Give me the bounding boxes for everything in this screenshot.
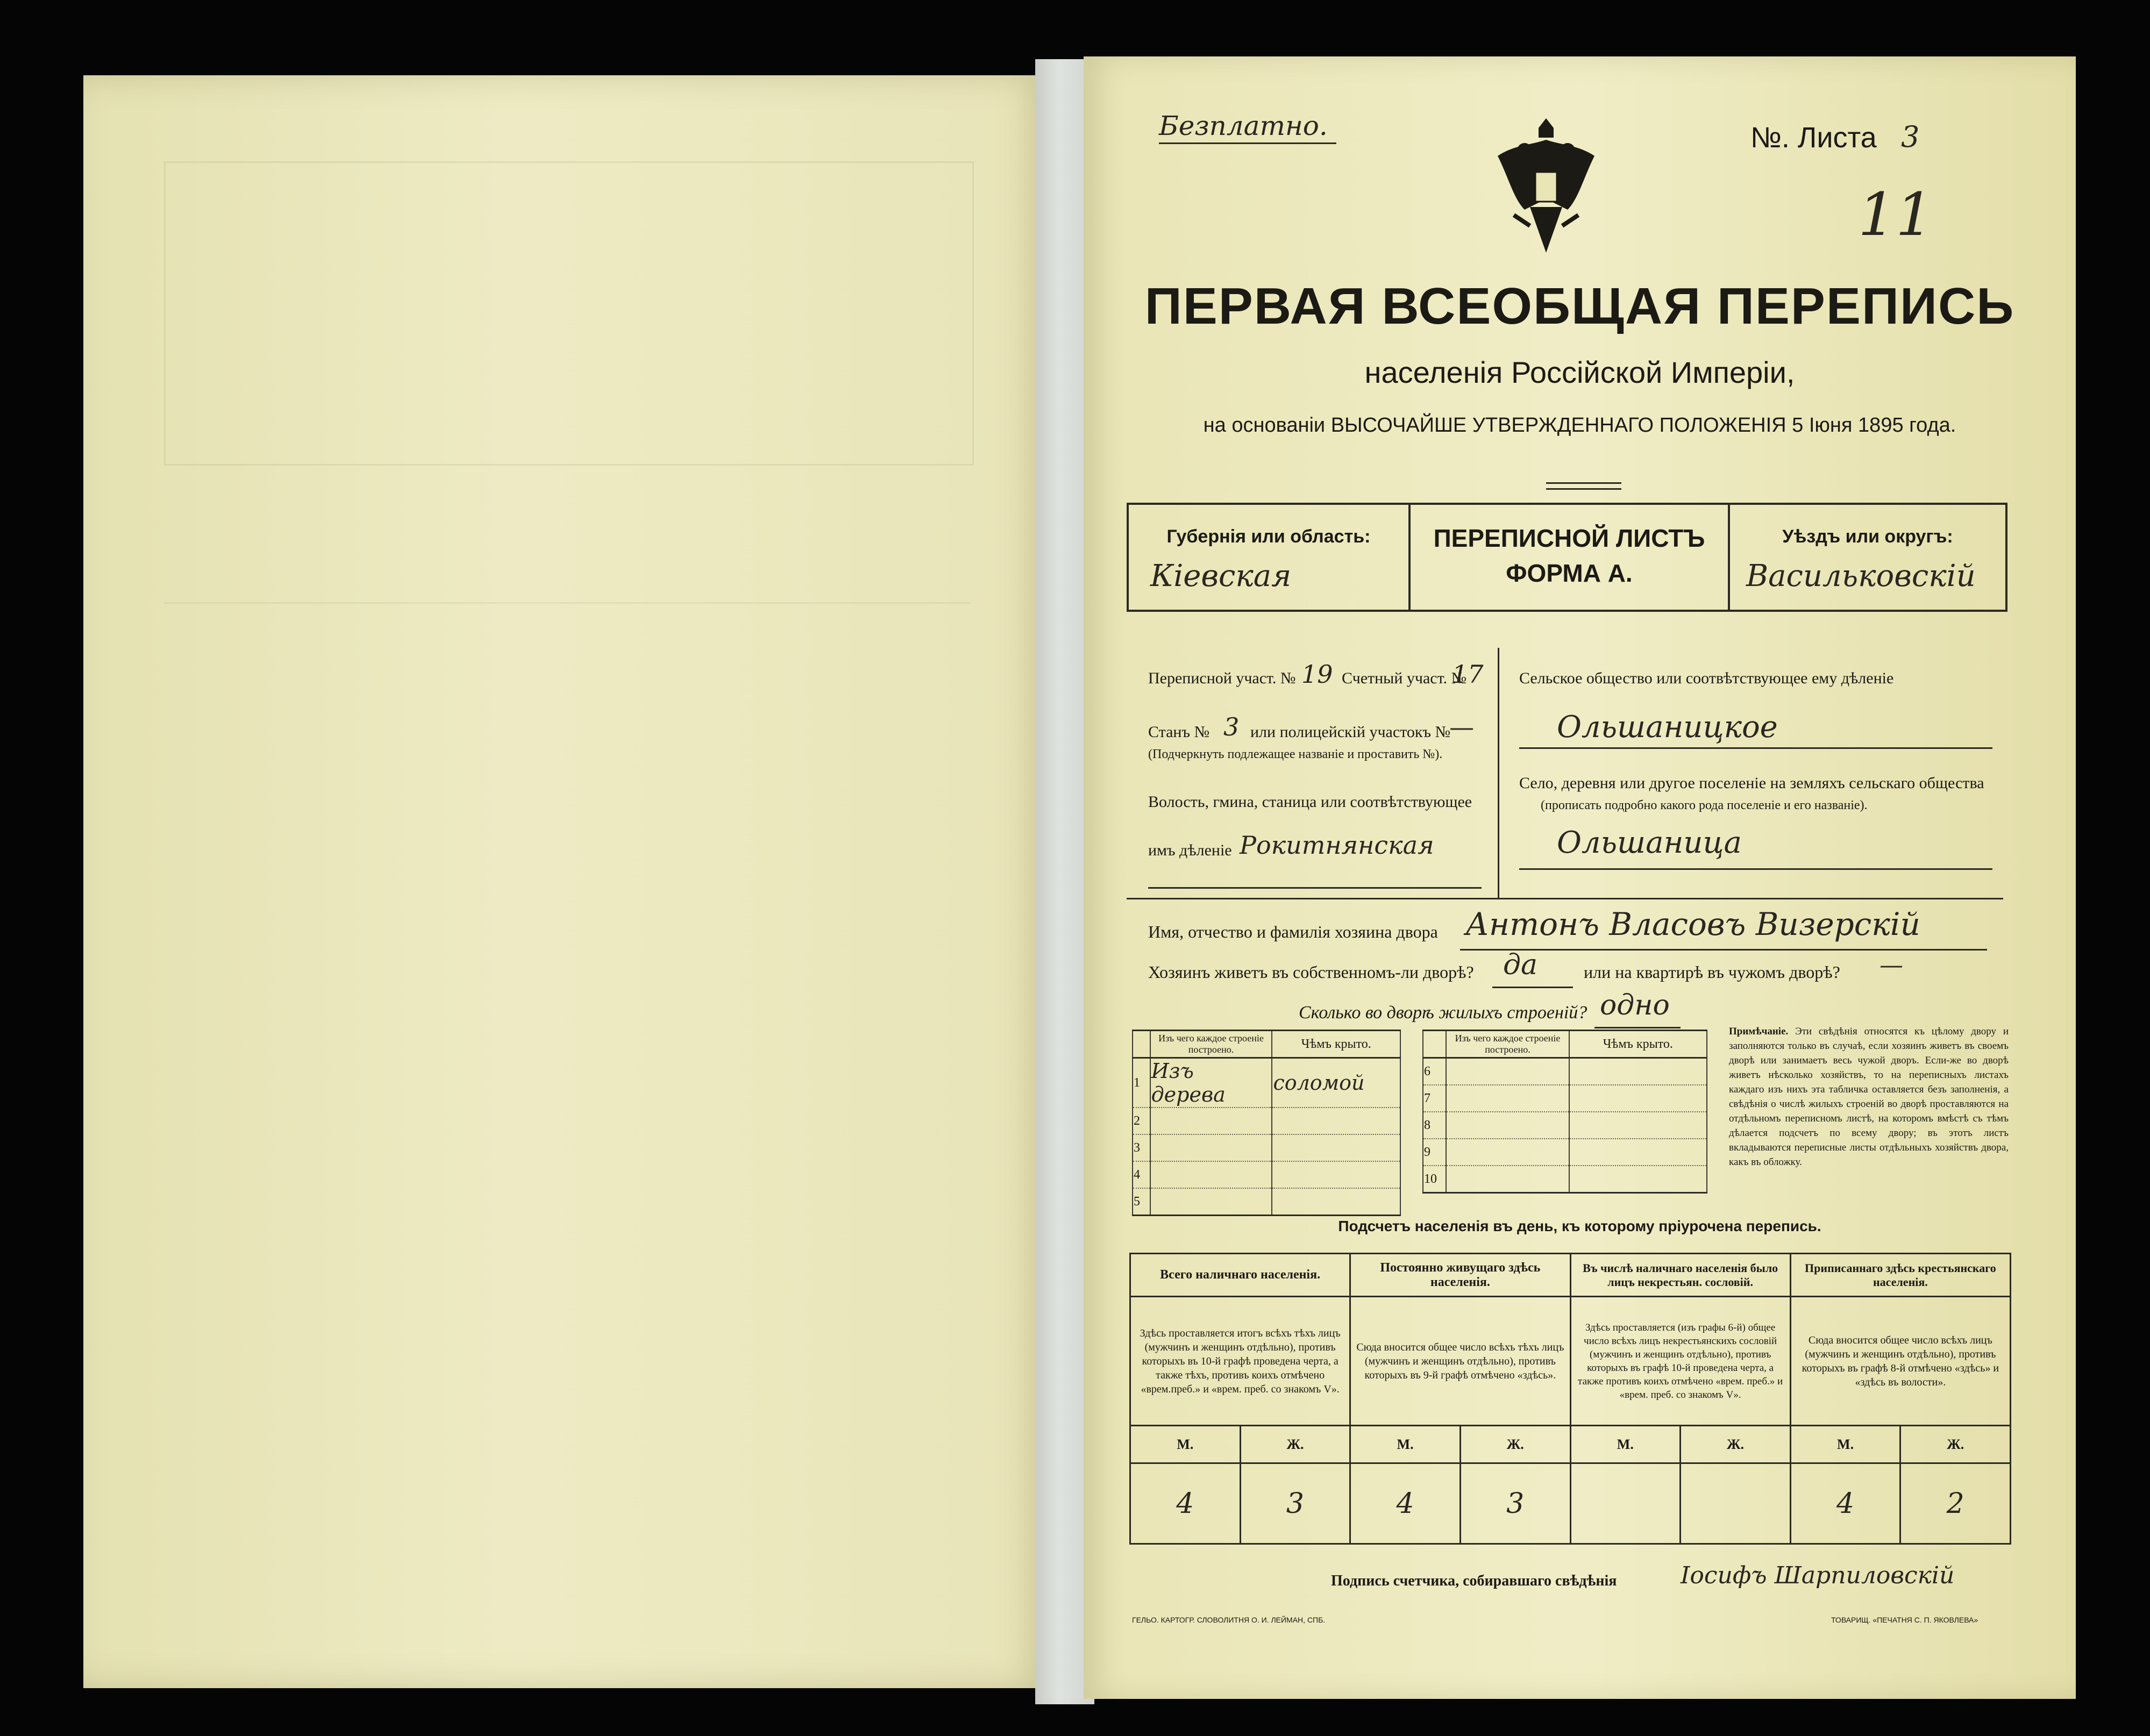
female-header: Ж. (1681, 1426, 1791, 1463)
building-row: 5 (1133, 1188, 1400, 1216)
police-value: — (1449, 712, 1474, 741)
pop-value: 4 (1350, 1463, 1461, 1544)
uezd-cell (1730, 505, 2005, 610)
police-label: или полицейскій участокъ № (1250, 723, 1451, 741)
main-title: ПЕРВАЯ ВСЕОБЩАЯ ПЕРЕПИСЬ (1144, 277, 2015, 335)
pop-col-title: Въ числѣ наличнаго населенія было лицъ некрестьян. сословій. (1570, 1254, 1790, 1297)
population-table (1129, 1253, 2011, 1545)
building-row: 2 (1133, 1108, 1400, 1134)
male-header: М. (1130, 1426, 1241, 1463)
rent-label: или на квартирѣ въ чужомъ дворѣ? (1584, 962, 1840, 982)
sheet-number: 3 (1901, 120, 1920, 154)
population-heading: Подсчетъ населенія въ день, къ которому пріурочена перепись. (1338, 1218, 1821, 1234)
pop-col-desc: Здѣсь проставляется (изъ графы 6-й) общее число всѣхъ лицъ некрестьянскихъ сословій (мужчинъ и женщинъ отдѣльно), противъ которыхъ въ графѣ 10-й проведена черта, а также противъ коихъ отмѣчено «врем. преб.» и «врем. преб. со знакомъ V». (1570, 1297, 1790, 1426)
building-row: 8 (1423, 1112, 1707, 1139)
buildings-value: одно (1600, 989, 1670, 1021)
printer-left: ГЕЛЬО. КАРТОГР. СЛОВОЛИТНЯ О. И. ЛЕЙМАН, СПБ. (1132, 1616, 1326, 1624)
free-label: Безплатно. (1159, 110, 1328, 141)
society-value: Ольшаницкое (1557, 710, 1778, 745)
uezd-label: Уѣздъ или округъ: (1782, 526, 1953, 547)
gubernia-cell (1129, 505, 1411, 610)
ornament-divider (1546, 482, 1621, 490)
pop-col-title: Всего наличнаго населенія. (1130, 1254, 1350, 1297)
district-divider (1498, 648, 1499, 898)
pop-value: 3 (1460, 1463, 1570, 1544)
double-headed-eagle-icon (1492, 113, 1600, 258)
buildings-table-left (1132, 1030, 1401, 1216)
female-header: Ж. (1460, 1426, 1570, 1463)
pop-col-desc: Сюда вносится общее число всѣхъ лицъ (мужчинъ и женщинъ отдѣльно), противъ которыхъ въ графѣ 8-й отмѣчено «здѣсь» и «здѣсь въ волости». (1790, 1297, 2010, 1426)
gubernia-value: Кіевская (1150, 559, 1292, 594)
form-header-box (1127, 503, 2007, 612)
free-underline (1159, 142, 1336, 144)
col-roof-header: Чѣмъ крыто. (1272, 1031, 1400, 1058)
pop-col-title: Приписаннаго здѣсь крестьянскаго населенія. (1790, 1254, 2010, 1297)
bleed-through-lines (164, 462, 971, 604)
settlement-note: (прописать подробно какого рода поселеніе и его названіе). (1541, 798, 1868, 812)
counting-district-label: Счетный участ. № (1342, 669, 1467, 687)
archive-number: 11 (1858, 180, 1933, 249)
left-page (83, 75, 1046, 1688)
stan-value: 3 (1223, 712, 1240, 741)
census-form-page (1084, 56, 2076, 1699)
sheet-label: №. Листа (1750, 122, 1877, 154)
form-type: ФОРМА А. (1506, 559, 1633, 587)
note-text: Эти свѣдѣнія относятся къ цѣлому двору и заполняются только въ случаѣ, если хозяинъ живетъ въ своемъ дворѣ или занимаетъ весь чужой дворъ. Если-же во дворѣ живетъ нѣсколько хозяйствъ, то на переписныхъ листахъ каждаго изъ нихъ эта табличка оставляется безъ заполненія, а свѣдѣнія о числѣ жилыхъ строеній во дворѣ проставляются на отдѣльномъ переписномъ листѣ, на которомъ вмѣстѣ съ тѣмъ дѣлается подсчетъ по всему двору; въ этотъ листъ вкладываются переписные листы отдѣльныхъ хозяйствъ двора, какъ въ обложку. (1729, 1026, 2009, 1168)
col-roof-header: Чѣмъ крыто. (1569, 1031, 1707, 1058)
note-title: Примѣчаніе. (1729, 1026, 1789, 1037)
building-row: 10 (1423, 1166, 1707, 1193)
building-row: 9 (1423, 1139, 1707, 1166)
volost-value: Рокитнянская (1240, 831, 1434, 860)
male-header: М. (1350, 1426, 1461, 1463)
volost-underline (1148, 887, 1482, 889)
pop-col-title: Постоянно живущаго здѣсь населенія. (1350, 1254, 1570, 1297)
pop-value: 4 (1130, 1463, 1241, 1544)
census-district-value: 19 (1301, 660, 1333, 689)
settlement-underline (1519, 868, 1992, 870)
female-header: Ж. (1900, 1426, 2011, 1463)
volost-label: Волость, гмина, станица или соотвѣтствующее (1148, 793, 1472, 811)
note-block (1729, 1024, 2009, 1169)
male-header: М. (1570, 1426, 1681, 1463)
uezd-value: Васильковскій (1746, 559, 1976, 594)
building-row: 6 (1423, 1058, 1707, 1085)
building-row: 4 (1133, 1161, 1400, 1188)
building-row: 7 (1423, 1085, 1707, 1112)
underline-note: (Подчеркнуть подлежащее названіе и проставить №). (1148, 747, 1443, 761)
pop-value: 3 (1240, 1463, 1350, 1544)
stan-label: Станъ № (1148, 723, 1210, 741)
buildings-underline (1594, 1027, 1681, 1028)
district-block (1127, 648, 2003, 898)
form-title: ПЕРЕПИСНОЙ ЛИСТЪ (1433, 524, 1705, 552)
buildings-table-right (1422, 1030, 1707, 1194)
rent-value: — (1880, 952, 1903, 979)
basis-text: на основаніи ВЫСОЧАЙШЕ УТВЕРЖДЕННАГО ПОЛОЖЕНІЯ 5 Іюня 1895 года. (1203, 414, 1956, 437)
signature-label: Подпись счетчика, собиравшаго свѣдѣнія (1331, 1573, 1617, 1589)
owner-underline (1460, 949, 1987, 951)
counting-district-value: 17 (1452, 660, 1484, 689)
pop-value (1570, 1463, 1681, 1544)
own-yard-underline (1492, 987, 1573, 988)
settlement-value: Ольшаница (1557, 825, 1742, 860)
printer-right: ТОВАРИЩ. «ПЕЧАТНЯ С. П. ЯКОВЛЕВА» (1831, 1616, 1978, 1624)
col-built-header: Изъ чего каждое строеніе построено. (1446, 1031, 1569, 1058)
subtitle: населенія Россійской Имперіи, (1364, 355, 1795, 389)
building-row: 3 (1133, 1134, 1400, 1161)
pop-value: 4 (1790, 1463, 1900, 1544)
own-yard-value: да (1503, 949, 1537, 981)
own-yard-label: Хозяинъ живетъ въ собственномъ-ли дворѣ? (1148, 962, 1474, 982)
owner-label: Имя, отчество и фамилія хозяина двора (1148, 922, 1438, 941)
male-header: М. (1790, 1426, 1900, 1463)
pop-col-desc: Сюда вносится общее число всѣхъ тѣхъ лицъ (мужчинъ и женщинъ отдѣльно), противъ которыхъ въ 9-й графѣ отмѣчено «здѣсь». (1350, 1297, 1570, 1426)
col-built-header: Изъ чего каждое строеніе построено. (1150, 1031, 1272, 1058)
bleed-through-area (164, 161, 974, 466)
volost-label-2: имъ дѣленіе (1148, 841, 1232, 859)
building-row: 1 Изъ дерева соломой (1133, 1058, 1400, 1108)
signature-value: Іосифъ Шарпиловскій (1681, 1562, 1955, 1589)
buildings-label: Сколько во дворѣ жилыхъ строеній? (1299, 1003, 1587, 1023)
settlement-label: Село, деревня или другое поселеніе на земляхъ сельскаго общества (1519, 774, 1984, 792)
census-district-label: Переписной участ. № (1148, 669, 1296, 687)
form-title-cell (1411, 505, 1730, 610)
owner-value: Антонъ Власовъ Визерскій (1465, 906, 1920, 942)
society-label: Сельское общество или соотвѣтствующее ему дѣленіе (1519, 669, 1894, 687)
gubernia-label: Губернія или область: (1166, 526, 1371, 547)
pop-col-desc: Здѣсь проставляется итогъ всѣхъ тѣхъ лицъ (мужчинъ и женщинъ отдѣльно), противъ которыхъ въ 10-й графѣ проведена черта, а также тѣхъ, противъ коихъ отмѣчено «врем.преб.» и «врем. преб. со знакомъ V». (1130, 1297, 1350, 1426)
female-header: Ж. (1240, 1426, 1350, 1463)
district-bottom-rule (1127, 898, 2003, 899)
society-underline (1519, 747, 1992, 749)
pop-value: 2 (1900, 1463, 2011, 1544)
pop-value (1681, 1463, 1791, 1544)
